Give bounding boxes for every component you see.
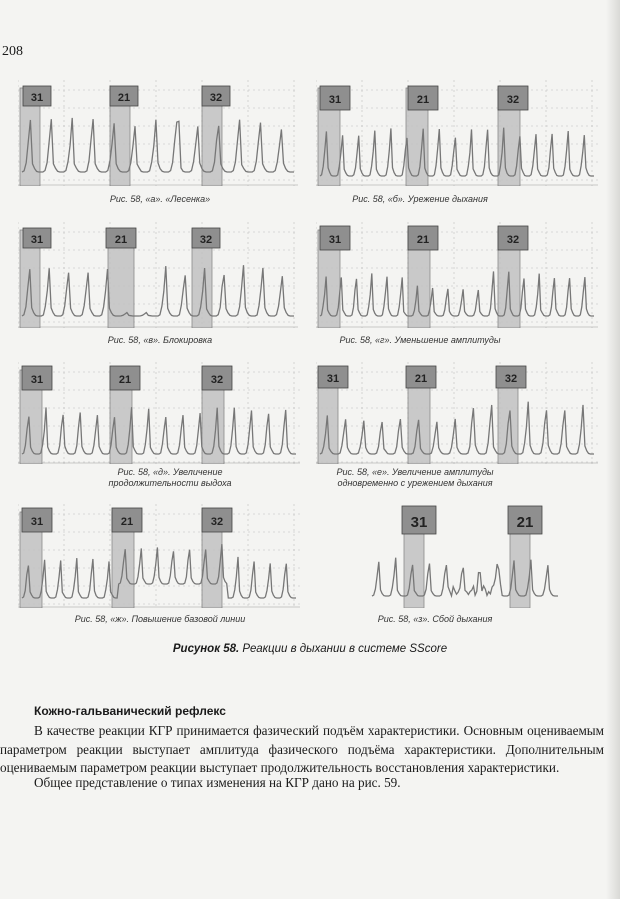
chart-panel-g: [316, 222, 598, 328]
caption-d-line1: Рис. 58, «д». Увеличение: [117, 467, 223, 477]
stimulus-label-21: 21: [414, 373, 428, 385]
page-number: 208: [2, 44, 23, 59]
stimulus-label-21: 21: [120, 516, 134, 528]
paragraph-2: Общее представление о типах изменения на КГР дано на рис. 59.: [34, 775, 401, 790]
caption-a: Рис. 58, «а». «Лесенка»: [109, 194, 211, 204]
stimulus-label-31: 31: [30, 92, 44, 104]
respiration-chart-zh: [18, 504, 300, 608]
chart-panel-b: [316, 80, 598, 186]
stimulus-label-32: 32: [210, 516, 224, 528]
stimulus-label-31: 31: [30, 374, 44, 386]
respiration-chart-e: [316, 362, 598, 464]
stimulus-label-32: 32: [506, 94, 520, 106]
section-heading: Кожно-гальванический рефлекс: [34, 704, 226, 718]
respiration-chart-v: [18, 222, 298, 328]
stimulus-label-21: 21: [516, 514, 534, 531]
caption-v: Рис. 58, «в». Блокировка: [107, 335, 213, 345]
stimulus-label-21: 21: [117, 92, 131, 104]
stimulus-label-32: 32: [506, 234, 520, 246]
stimulus-label-21: 21: [416, 234, 430, 246]
respiration-chart-a: [18, 80, 298, 186]
chart-panel-v: [18, 222, 298, 328]
stimulus-label-21: 21: [114, 234, 128, 246]
stimulus-label-32: 32: [209, 92, 223, 104]
stimulus-label-31: 31: [328, 234, 342, 246]
caption-g: Рис. 58, «г». Уменьшение амплитуды: [339, 335, 501, 345]
caption-d-line2: продолжительности выдоха: [108, 478, 232, 488]
figure-title-number: Рисунок 58.: [172, 643, 240, 655]
chart-panel-zh: [18, 504, 300, 608]
respiration-chart-b: [316, 80, 598, 186]
paragraph-1: В качестве реакции КГР принимается фазический подъём характеристики. Основным оцениваемым параметром реакции выступает амплитуда фазического подъёма характеристики. Дополнительным оцениваемым параметром реакции выступает продолжительность восстановления характеристики.: [0, 723, 604, 775]
stimulus-label-32: 32: [504, 373, 518, 385]
stimulus-label-21: 21: [118, 374, 132, 386]
caption-e-line2: одновременно с урежением дыхания: [337, 478, 493, 488]
stimulus-label-31: 31: [328, 94, 342, 106]
stimulus-label-31: 31: [326, 373, 340, 385]
stimulus-label-31: 31: [410, 514, 428, 531]
chart-panel-e: [316, 362, 598, 464]
caption-z: Рис. 58, «з». Сбой дыхания: [377, 614, 493, 624]
caption-e: [310, 467, 520, 489]
page-edge-shadow: [606, 0, 620, 899]
respiration-chart-z: [362, 504, 562, 608]
chart-panel-z: [362, 504, 562, 608]
caption-e-line1: Рис. 58, «е». Увеличение амплитуды: [336, 467, 494, 477]
stimulus-label-31: 31: [30, 234, 44, 246]
caption-zh: Рис. 58, «ж». Повышение базовой линии: [74, 614, 246, 624]
stimulus-label-31: 31: [30, 516, 44, 528]
chart-panel-a: [18, 80, 298, 186]
stimulus-label-32: 32: [210, 374, 224, 386]
respiration-chart-g: [316, 222, 598, 328]
chart-panel-d: [18, 362, 300, 464]
caption-b: Рис. 58, «б». Урежение дыхания: [352, 194, 488, 204]
caption-d: [70, 467, 270, 489]
figure-title-text: Реакции в дыхании в системе SScore: [239, 643, 448, 655]
stimulus-label-32: 32: [199, 234, 213, 246]
figure-title: [0, 643, 620, 655]
stimulus-label-21: 21: [416, 94, 430, 106]
respiration-chart-d: [18, 362, 300, 464]
